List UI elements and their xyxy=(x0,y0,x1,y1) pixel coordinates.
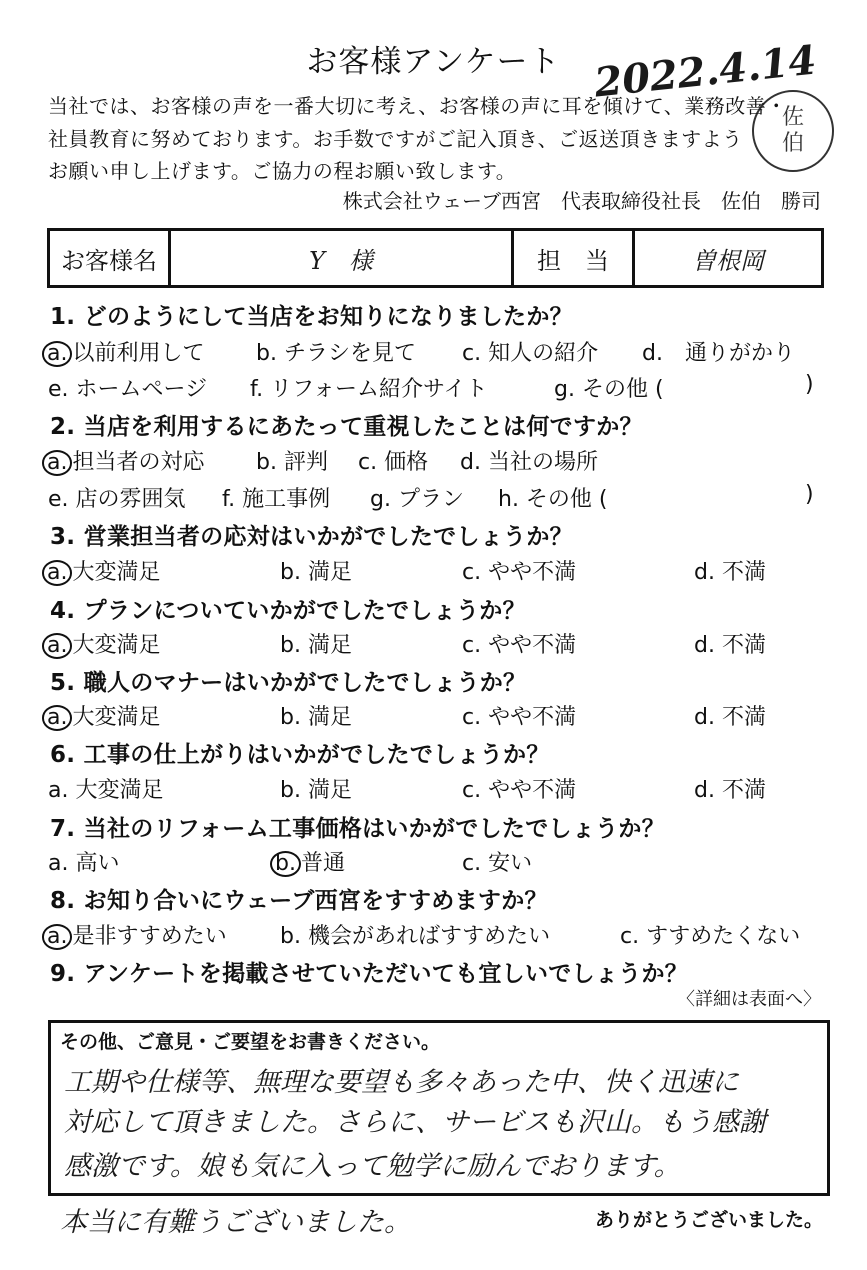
q1-option-b[interactable]: b. チラシを見て xyxy=(256,341,416,366)
details-note: 〈詳細は表面へ〉 xyxy=(677,989,821,1010)
q2-option-a[interactable]: a. 担当者の対応 xyxy=(42,445,205,476)
question-2: 2. 当店を利用するにあたって重視したことは何ですか？ xyxy=(50,414,643,440)
q2-option-c[interactable]: c. 価格 xyxy=(358,450,429,475)
q2-option-b[interactable]: b. 評判 xyxy=(256,450,328,475)
comments-heading: その他、ご意見・ご要望をお書きください。 xyxy=(60,1031,441,1053)
intro-line-2: 社員教育に努めております。お手数ですがご記入頂き、ご返送頂きますよう xyxy=(48,127,743,151)
q4-option-c[interactable]: c. やや不満 xyxy=(462,633,577,658)
handwritten-thanks: 本当に有難うございました。 xyxy=(60,1207,411,1238)
question-4: 4. プランについていかがでしたでしょうか？ xyxy=(50,598,526,624)
q5-option-d[interactable]: d. 不満 xyxy=(694,705,766,730)
q2-option-d[interactable]: d. 当社の場所 xyxy=(460,450,598,475)
q8-option-b[interactable]: b. 機会があればすすめたい xyxy=(280,924,551,949)
intro-line-1: 当社では、お客様の声を一番大切に考え、お客様の声に耳を傾けて、業務改善・ xyxy=(48,94,787,118)
q3-option-c[interactable]: c. やや不満 xyxy=(462,560,577,585)
q2-option-f[interactable]: f. 施工事例 xyxy=(222,487,331,512)
customer-name-value[interactable]: Y 様 xyxy=(170,230,513,287)
staff-label: 担 当 xyxy=(513,230,634,287)
comment-line-2[interactable]: 対応して頂きました。さらに、サービスも沢山。もう感謝 xyxy=(64,1107,766,1138)
q4-option-b[interactable]: b. 満足 xyxy=(280,633,352,658)
question-3: 3. 営業担当者の応対はいかがでしたでしょうか？ xyxy=(50,524,573,550)
selected-circle: b. xyxy=(270,851,301,877)
q6-option-b[interactable]: b. 満足 xyxy=(280,778,352,803)
q1-option-a[interactable]: a. 以前利用して xyxy=(42,336,205,367)
q5-option-b[interactable]: b. 満足 xyxy=(280,705,352,730)
seal-stamp: 佐 伯 xyxy=(752,90,834,172)
q1-option-c[interactable]: c. 知人の紹介 xyxy=(462,341,599,366)
customer-table xyxy=(47,228,824,288)
q2-option-e[interactable]: e. 店の雰囲気 xyxy=(48,487,186,512)
question-1: 1. どのようにして当店をお知りになりましたか？ xyxy=(50,304,573,330)
q7-option-c[interactable]: c. 安い xyxy=(462,851,533,876)
q2-option-g[interactable]: g. プラン xyxy=(370,487,464,512)
q2-option-h[interactable]: h. その他 ( xyxy=(498,487,608,512)
selected-circle: a. xyxy=(42,560,72,586)
question-8: 8. お知り合いにウェーブ西宮をすすめますか？ xyxy=(50,888,548,914)
q3-option-a[interactable]: a. 大変満足 xyxy=(42,555,161,586)
q1-paren-close: ) xyxy=(805,372,814,397)
selected-circle: a. xyxy=(42,924,72,950)
staff-value[interactable]: 曽根岡 xyxy=(634,230,823,287)
question-7: 7. 当社のリフォーム工事価格はいかがでしたでしょうか？ xyxy=(50,816,665,842)
q7-option-a[interactable]: a. 高い xyxy=(48,851,120,876)
printed-thanks: ありがとうございました。 xyxy=(594,1209,823,1231)
q5-option-a[interactable]: a. 大変満足 xyxy=(42,700,161,731)
page-title: お客様アンケート xyxy=(306,44,561,80)
question-5: 5. 職人のマナーはいかがでしたでしょうか？ xyxy=(50,670,527,696)
comment-line-3[interactable]: 感激です。娘も気に入って勉学に励んでおります。 xyxy=(64,1151,681,1182)
q8-option-a[interactable]: a. 是非すすめたい xyxy=(42,919,227,950)
q1-option-e[interactable]: e. ホームページ xyxy=(48,377,208,402)
q6-option-a[interactable]: a. 大変満足 xyxy=(48,778,164,803)
selected-circle: a. xyxy=(42,450,72,476)
selected-circle: a. xyxy=(42,633,72,659)
question-9: 9. アンケートを掲載させていただいても宜しいでしょうか？ xyxy=(50,961,689,987)
selected-circle: a. xyxy=(42,705,72,731)
q7-option-b[interactable]: b. 普通 xyxy=(270,846,345,877)
customer-name-label: お客様名 xyxy=(49,230,170,287)
q8-option-c[interactable]: c. すすめたくない xyxy=(620,924,801,949)
question-6: 6. 工事の仕上がりはいかがでしたでしょうか？ xyxy=(50,742,550,768)
q4-option-d[interactable]: d. 不満 xyxy=(694,633,766,658)
handwritten-date: 2022.4.14 xyxy=(592,36,819,107)
q6-option-c[interactable]: c. やや不満 xyxy=(462,778,577,803)
q3-option-b[interactable]: b. 満足 xyxy=(280,560,352,585)
q2-paren-close: ) xyxy=(805,482,814,507)
comment-line-1[interactable]: 工期や仕様等、無理な要望も多々あった中、快く迅速に xyxy=(64,1067,739,1098)
company-signature: 株式会社ウェーブ西宮 代表取締役社長 佐伯 勝司 xyxy=(342,189,821,213)
intro-line-3: お願い申し上げます。ご協力の程お願い致します。 xyxy=(48,159,517,183)
q1-option-d[interactable]: d. 通りがかり xyxy=(642,341,795,366)
q3-option-d[interactable]: d. 不満 xyxy=(694,560,766,585)
q4-option-a[interactable]: a. 大変満足 xyxy=(42,628,161,659)
selected-circle: a. xyxy=(42,341,72,367)
q6-option-d[interactable]: d. 不満 xyxy=(694,778,766,803)
q1-option-f[interactable]: f. リフォーム紹介サイト xyxy=(250,377,488,402)
q1-option-g[interactable]: g. その他 ( xyxy=(554,377,664,402)
q5-option-c[interactable]: c. やや不満 xyxy=(462,705,577,730)
